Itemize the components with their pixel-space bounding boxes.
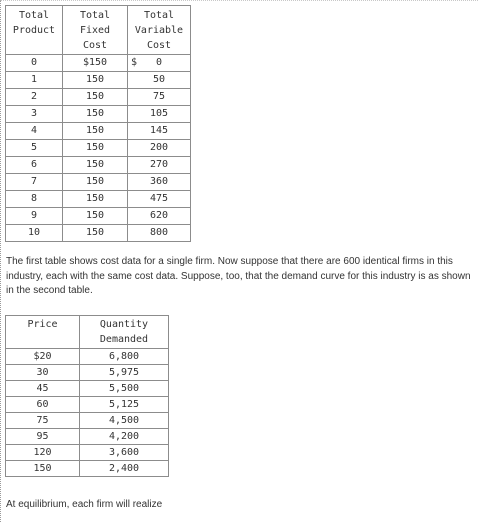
cell-price: 95 bbox=[6, 429, 80, 445]
cell-price: $20 bbox=[6, 349, 80, 365]
table-row bbox=[6, 349, 169, 365]
cell-price: 150 bbox=[6, 461, 80, 477]
table-row bbox=[6, 397, 169, 413]
cost-table-body bbox=[6, 55, 191, 242]
header-line: Cost bbox=[146, 40, 172, 51]
cell-price: 30 bbox=[6, 365, 80, 381]
cell-total-fixed-cost: 150 bbox=[63, 140, 128, 157]
header-quantity-demanded bbox=[80, 316, 169, 349]
header-line: Total bbox=[79, 10, 111, 21]
table-row bbox=[6, 174, 191, 191]
cell-total-product: 8 bbox=[6, 191, 63, 208]
cell-total-product: 3 bbox=[6, 106, 63, 123]
table-row bbox=[6, 365, 169, 381]
table-row bbox=[6, 429, 169, 445]
table-row bbox=[6, 123, 191, 140]
cell-total-fixed-cost: 150 bbox=[63, 89, 128, 106]
cost-table-header-row bbox=[6, 6, 191, 55]
header-line: Quantity bbox=[99, 319, 149, 330]
demand-table-body bbox=[6, 349, 169, 477]
cell-total-product: 6 bbox=[6, 157, 63, 174]
cell-quantity-demanded: 4,200 bbox=[80, 429, 169, 445]
demand-table bbox=[5, 315, 169, 477]
table-row bbox=[6, 140, 191, 157]
cell-quantity-demanded: 3,600 bbox=[80, 445, 169, 461]
question-prompt: At equilibrium, each firm will realize bbox=[6, 499, 163, 510]
header-line: Cost bbox=[82, 40, 108, 51]
cell-total-product: 10 bbox=[6, 225, 63, 242]
table-row bbox=[6, 445, 169, 461]
header-line: Price bbox=[27, 319, 58, 330]
cell-total-variable-cost: 270 bbox=[128, 157, 191, 174]
problem-description: The first table shows cost data for a single firm. Now suppose that there are 600 identical firms in this industry, each with the same cost data. Suppose, too, that the demand curve for this industry is as shown in the second table. bbox=[6, 256, 471, 296]
table-row bbox=[6, 208, 191, 225]
table-row bbox=[6, 106, 191, 123]
cell-price: 75 bbox=[6, 413, 80, 429]
table-row bbox=[6, 72, 191, 89]
cell-total-variable-cost bbox=[128, 55, 191, 72]
cell-total-product: 7 bbox=[6, 174, 63, 191]
table-row bbox=[6, 461, 169, 477]
header-line: Product bbox=[12, 25, 56, 36]
cell-total-variable-cost: 360 bbox=[128, 174, 191, 191]
header-total-fixed-cost bbox=[63, 6, 128, 55]
header-line: Total bbox=[143, 10, 175, 21]
cell-total-fixed-cost: $150 bbox=[63, 55, 128, 72]
cell-total-variable-cost: 75 bbox=[128, 89, 191, 106]
cell-total-fixed-cost: 150 bbox=[63, 191, 128, 208]
cell-total-variable-cost: 200 bbox=[128, 140, 191, 157]
cell-quantity-demanded: 5,975 bbox=[80, 365, 169, 381]
cell-total-product: 2 bbox=[6, 89, 63, 106]
cell-total-fixed-cost: 150 bbox=[63, 157, 128, 174]
cell-total-product: 0 bbox=[6, 55, 63, 72]
table-row bbox=[6, 191, 191, 208]
header-total-product bbox=[6, 6, 63, 55]
table-row bbox=[6, 157, 191, 174]
cell-total-variable-cost: 620 bbox=[128, 208, 191, 225]
currency-symbol: $ bbox=[131, 57, 138, 68]
cell-total-fixed-cost: 150 bbox=[63, 123, 128, 140]
cell-total-product: 9 bbox=[6, 208, 63, 225]
header-line: Variable bbox=[134, 25, 184, 36]
cell-total-fixed-cost: 150 bbox=[63, 72, 128, 89]
cell-price: 60 bbox=[6, 397, 80, 413]
table-row bbox=[6, 89, 191, 106]
cell-total-variable-cost: 800 bbox=[128, 225, 191, 242]
cost-table bbox=[5, 5, 191, 242]
header-line: Fixed bbox=[79, 25, 111, 36]
cell-quantity-demanded: 6,800 bbox=[80, 349, 169, 365]
header-total-variable-cost bbox=[128, 6, 191, 55]
cell-total-fixed-cost: 150 bbox=[63, 174, 128, 191]
cell-total-variable-cost: 105 bbox=[128, 106, 191, 123]
table-row bbox=[6, 413, 169, 429]
cell-total-fixed-cost: 150 bbox=[63, 106, 128, 123]
cell-value: 0 bbox=[155, 57, 163, 68]
table-row bbox=[6, 55, 191, 72]
cell-total-product: 1 bbox=[6, 72, 63, 89]
cell-quantity-demanded: 2,400 bbox=[80, 461, 169, 477]
cell-total-fixed-cost: 150 bbox=[63, 225, 128, 242]
cell-total-variable-cost: 475 bbox=[128, 191, 191, 208]
cell-quantity-demanded: 4,500 bbox=[80, 413, 169, 429]
cell-quantity-demanded: 5,125 bbox=[80, 397, 169, 413]
cell-total-product: 4 bbox=[6, 123, 63, 140]
cell-price: 45 bbox=[6, 381, 80, 397]
header-line: Demanded bbox=[99, 334, 149, 345]
header-line: Total bbox=[18, 10, 50, 21]
table-row bbox=[6, 225, 191, 242]
cell-total-fixed-cost: 150 bbox=[63, 208, 128, 225]
header-price bbox=[6, 316, 80, 349]
cell-total-variable-cost: 145 bbox=[128, 123, 191, 140]
cell-price: 120 bbox=[6, 445, 80, 461]
cell-total-product: 5 bbox=[6, 140, 63, 157]
cell-total-variable-cost: 50 bbox=[128, 72, 191, 89]
cell-quantity-demanded: 5,500 bbox=[80, 381, 169, 397]
demand-table-header-row bbox=[6, 316, 169, 349]
table-row bbox=[6, 381, 169, 397]
